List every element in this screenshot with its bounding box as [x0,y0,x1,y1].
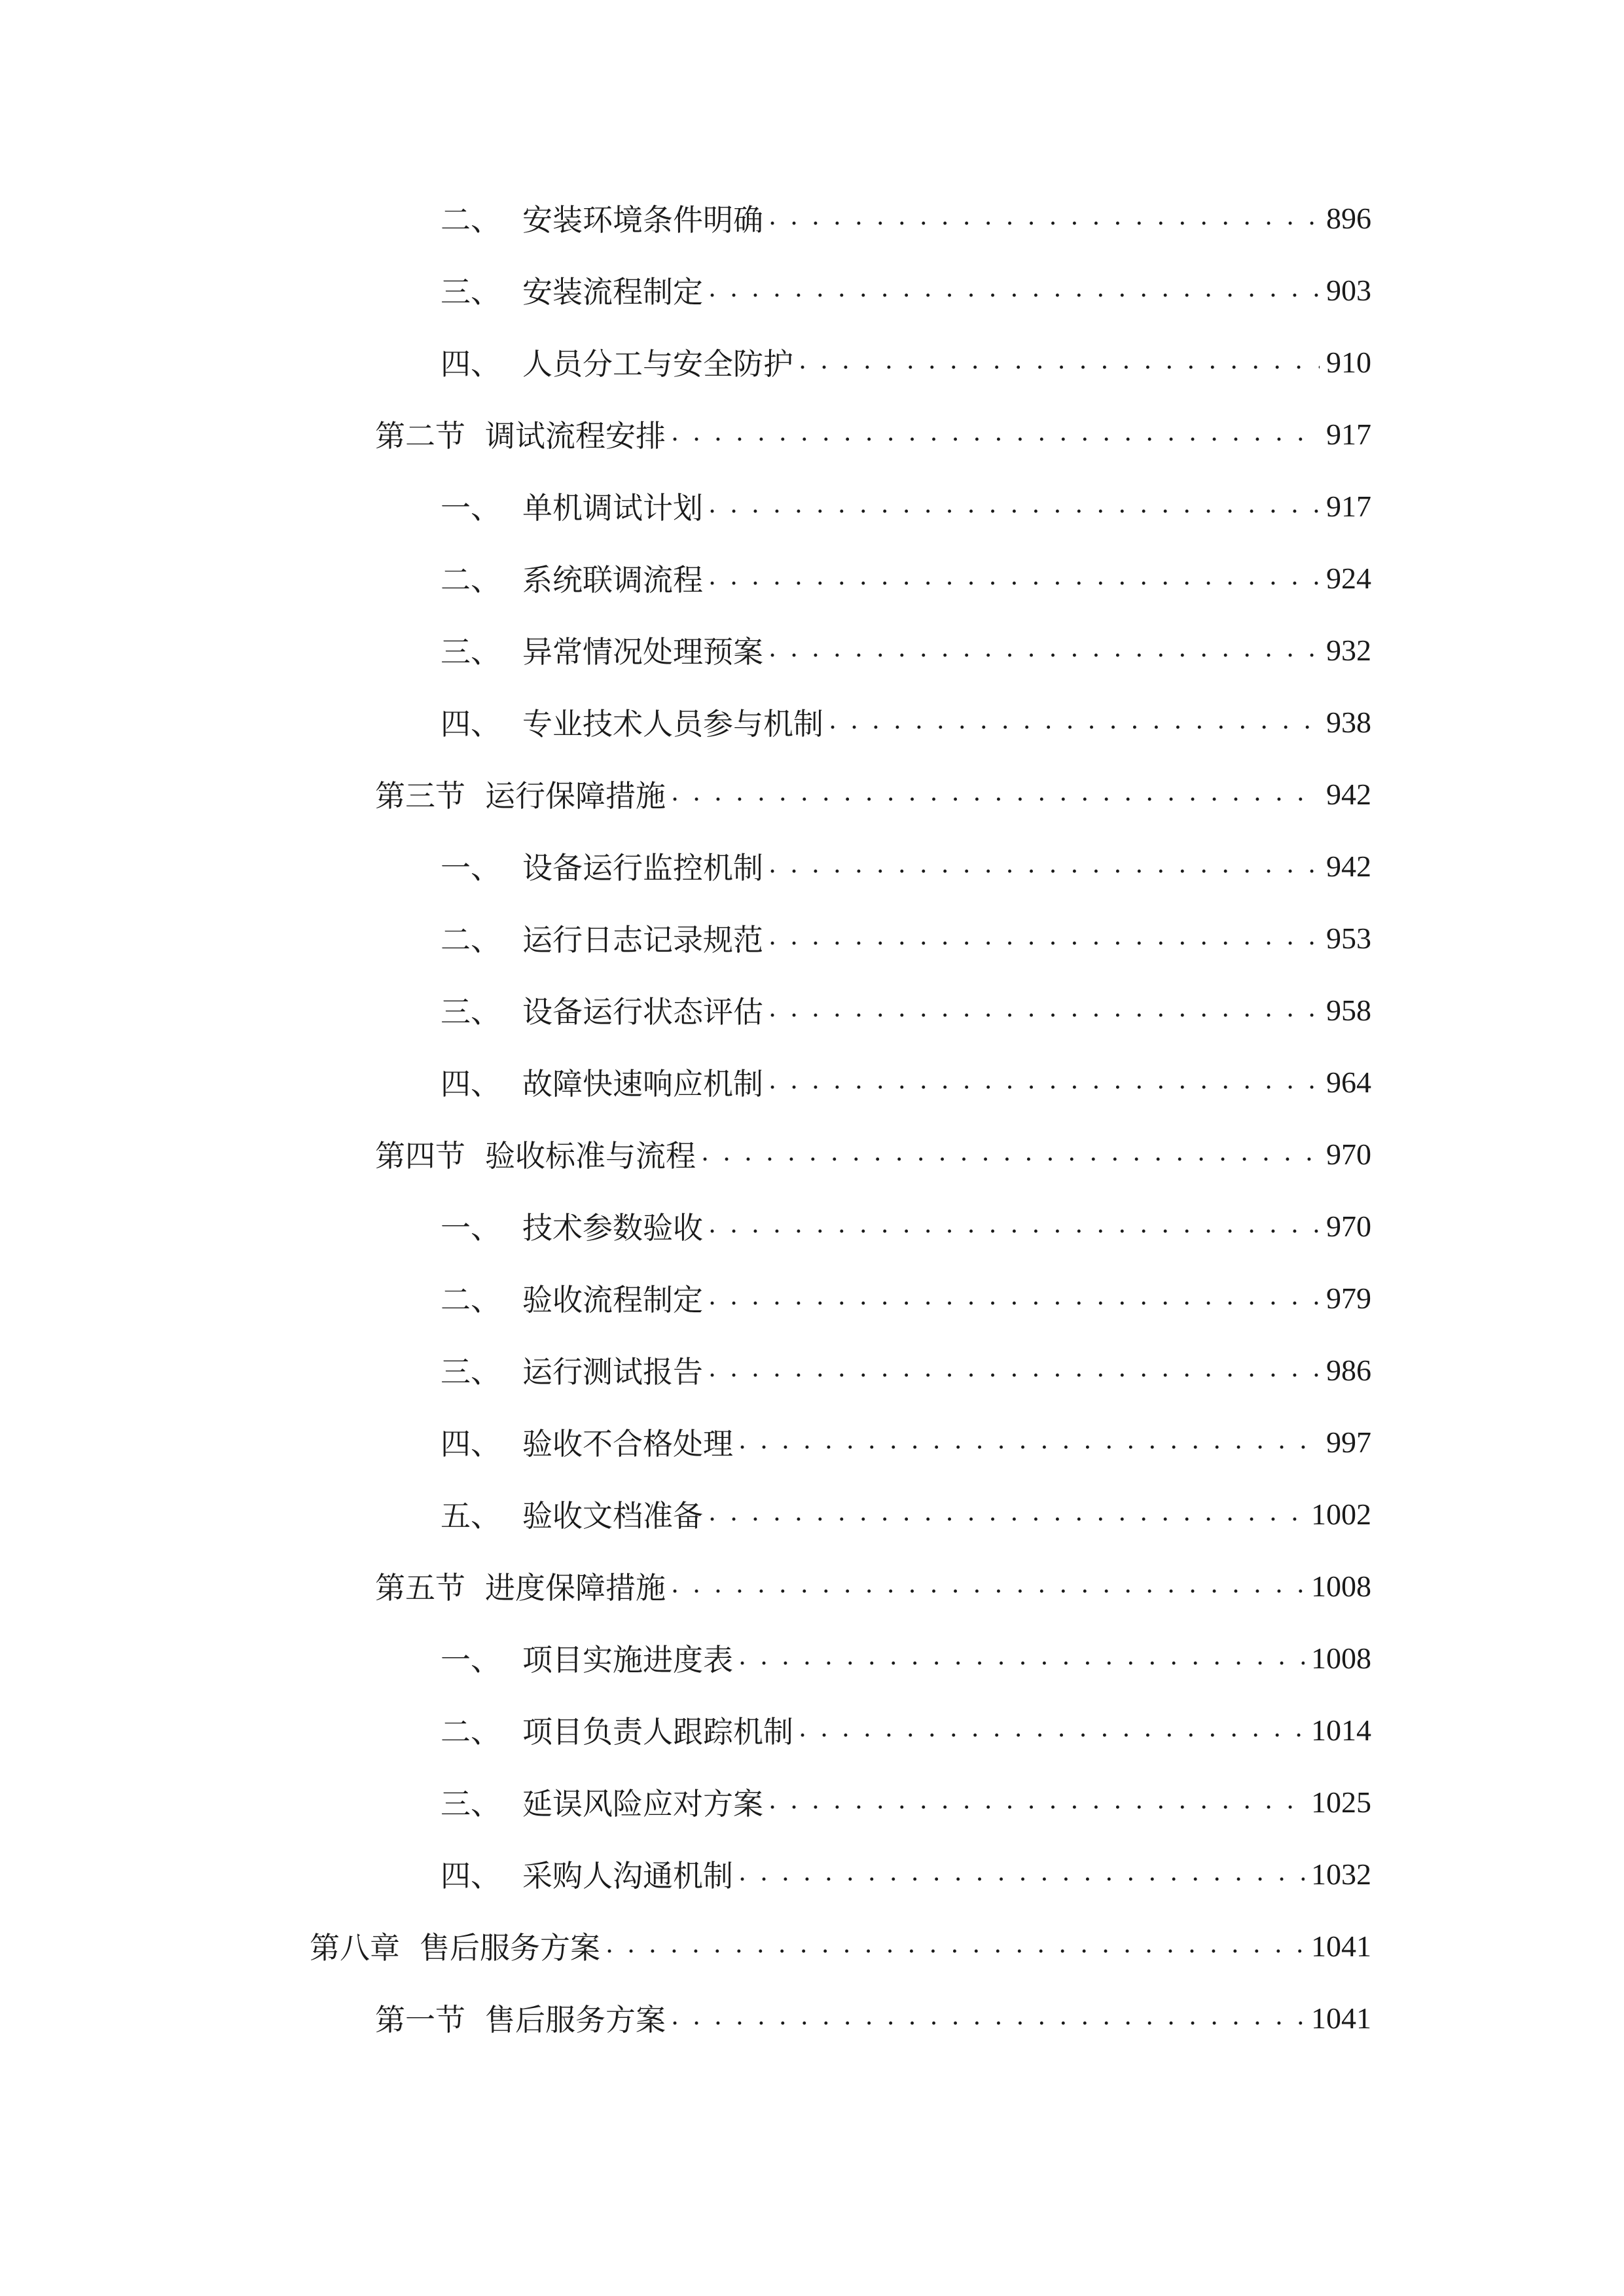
toc-entry[interactable] [441,1628,1371,1687]
toc-page-number: 917 [1326,417,1371,451]
toc-entry-number: 一、 [441,1642,501,1677]
toc-entry-label [441,844,763,888]
toc-entry-title: 延误风险应对方案 [522,1786,763,1821]
toc-entry[interactable] [441,476,1371,535]
toc-entry[interactable] [441,620,1371,679]
toc-entry[interactable] [441,1484,1371,1543]
toc-dot-leader [671,419,1320,449]
toc-entry-label [310,1924,600,1967]
toc-dot-leader [768,1787,1305,1817]
toc-entry-number: 一、 [441,490,501,526]
toc-dot-leader [738,1427,1320,1457]
toc-entry-number: 二、 [441,202,501,238]
toc-entry-number: 三、 [441,1786,501,1821]
toc-entry[interactable] [441,1052,1371,1111]
toc-entry[interactable] [441,1268,1371,1327]
toc-page-number: 938 [1326,705,1371,739]
toc-dot-leader [708,1211,1320,1241]
toc-entry-label [441,1852,733,1895]
toc-entry-title: 设备运行监控机制 [522,850,763,886]
toc-dot-leader [708,1499,1305,1529]
toc-page-number: 1014 [1311,1713,1371,1747]
toc-entry[interactable] [375,404,1371,463]
toc-page-number: 932 [1326,633,1371,667]
toc-dot-leader [671,779,1320,809]
toc-entry-label [441,196,763,240]
toc-entry-number: 二、 [441,1714,501,1749]
toc-entry-label [441,1204,703,1247]
toc-entry-label [441,628,763,672]
toc-page-number: 924 [1326,561,1371,595]
toc-entry-number: 五、 [441,1498,501,1534]
toc-entry[interactable] [375,1124,1371,1183]
toc-page-number: 970 [1326,1137,1371,1171]
toc-entry-title: 验收不合格处理 [522,1426,733,1462]
toc-entry[interactable] [441,692,1371,751]
toc-entry-label [441,268,703,312]
toc-entry-label [441,1636,733,1679]
toc-entry[interactable] [441,1844,1371,1903]
toc-entry-number: 第八章 [310,1930,400,1965]
toc-entry-label [441,484,703,528]
toc-entry[interactable] [375,764,1371,823]
toc-dot-leader [738,1643,1305,1673]
toc-page-number: 917 [1326,489,1371,523]
toc-entry-number: 四、 [441,706,501,742]
toc-entry-title: 系统联调流程 [522,562,703,598]
toc-page-number: 997 [1326,1425,1371,1459]
toc-entry-number: 四、 [441,346,501,382]
toc-dot-leader [768,995,1320,1025]
toc-dot-leader [708,1283,1320,1313]
toc-entry-title: 售后服务方案 [420,1930,600,1965]
toc-entry[interactable] [441,1772,1371,1831]
toc-page-number: 979 [1326,1281,1371,1315]
toc-entry[interactable] [441,836,1371,895]
toc-page-number: 942 [1326,849,1371,883]
toc-dot-leader [671,1571,1305,1601]
toc-entry[interactable] [441,260,1371,319]
toc-entry-label [375,412,666,456]
toc-dot-leader [671,2003,1305,2033]
toc-dot-leader [738,1859,1305,1889]
toc-entry[interactable] [441,332,1371,391]
toc-entry-number: 第三节 [375,778,465,814]
toc-page-number: 1032 [1311,1857,1371,1891]
toc-dot-leader [799,1715,1305,1745]
toc-entry-label [441,1420,733,1463]
toc-dot-leader [708,275,1320,305]
toc-entry-label [441,1492,703,1535]
toc-entry-label [441,1060,763,1103]
toc-dot-leader [768,851,1320,881]
toc-page-number: 1002 [1311,1497,1371,1531]
toc-entry-title: 设备运行状态评估 [522,994,763,1030]
toc-dot-leader [799,347,1320,377]
toc-entry[interactable] [441,188,1371,247]
toc-entry-title: 运行日志记录规范 [522,922,763,958]
toc-entry[interactable] [375,1556,1371,1615]
toc-entry-label [441,340,793,384]
toc-page-number: 1041 [1311,2001,1371,2035]
toc-page-number: 1008 [1311,1569,1371,1603]
toc-entry[interactable] [441,1196,1371,1255]
toc-entry-label [375,1132,696,1175]
toc-entry-title: 专业技术人员参与机制 [522,706,823,742]
toc-entry-title: 人员分工与安全防护 [522,346,793,382]
toc-page-number: 958 [1326,993,1371,1027]
toc-dot-leader [768,923,1320,953]
toc-entry-title: 项目负责人跟踪机制 [522,1714,793,1749]
toc-entry-number: 二、 [441,562,501,598]
toc-entry-number: 第二节 [375,418,465,454]
toc-entry-title: 异常情况处理预案 [522,634,763,670]
toc-page-number: 896 [1326,201,1371,235]
toc-page-number: 964 [1326,1065,1371,1099]
toc-entry-label [441,1276,703,1319]
toc-entry-number: 三、 [441,1354,501,1390]
toc-page-number: 903 [1326,273,1371,307]
toc-entry-title: 故障快速响应机制 [522,1066,763,1102]
toc-entry-label [441,916,763,960]
toc-entry-title: 运行测试报告 [522,1354,703,1390]
toc-entry[interactable] [441,980,1371,1039]
toc-page-number: 942 [1326,777,1371,811]
toc-entry[interactable] [441,1700,1371,1759]
toc-entry-label [441,1348,703,1391]
toc-dot-leader [708,1355,1320,1385]
toc-dot-leader [768,1067,1320,1097]
toc-entry-number: 四、 [441,1858,501,1893]
toc-page-number: 953 [1326,921,1371,955]
toc-entry-number: 第五节 [375,1570,465,1605]
toc-entry-title: 安装流程制定 [522,274,703,310]
toc-entry-title: 售后服务方案 [485,2002,666,2037]
toc-entry-number: 第四节 [375,1138,465,1174]
toc-entry-label [375,1564,666,1607]
toc-entry[interactable] [441,908,1371,967]
toc-entry-title: 单机调试计划 [522,490,703,526]
toc-entry-number: 三、 [441,634,501,670]
toc-entry-title: 采购人沟通机制 [522,1858,733,1893]
toc-dot-leader [605,1931,1305,1961]
toc-dot-leader [708,491,1320,521]
toc-page-number: 986 [1326,1353,1371,1387]
toc-entry-number: 四、 [441,1066,501,1102]
toc-entry-label [441,700,823,744]
toc-entry-title: 技术参数验收 [522,1210,703,1246]
toc-entry[interactable] [441,1340,1371,1399]
toc-entry-title: 验收标准与流程 [485,1138,696,1174]
toc-entry-number: 二、 [441,1282,501,1318]
toc-entry-label [441,1708,793,1751]
toc-entry-title: 调试流程安排 [485,418,666,454]
toc-dot-leader [768,203,1320,233]
toc-entry-label [375,1996,666,2039]
toc-entry-number: 第一节 [375,2002,465,2037]
toc-entry-title: 运行保障措施 [485,778,666,814]
toc-entry-number: 一、 [441,1210,501,1246]
toc-entry-label [441,988,763,1031]
toc-entry-title: 验收文档准备 [522,1498,703,1534]
toc-entry-label [441,556,703,600]
toc-dot-leader [768,635,1320,665]
toc-entry-title: 进度保障措施 [485,1570,666,1605]
toc-page-number: 1041 [1311,1929,1371,1963]
toc-entry[interactable] [375,1988,1371,2047]
toc-entry-number: 三、 [441,274,501,310]
toc-entry-title: 安装环境条件明确 [522,202,763,238]
toc-entry-number: 四、 [441,1426,501,1462]
toc-dot-leader [829,707,1320,737]
toc-entry-title: 项目实施进度表 [522,1642,733,1677]
toc-entry-number: 三、 [441,994,501,1030]
toc-entry-label [375,772,666,816]
toc-entry-number: 二、 [441,922,501,958]
toc-entry[interactable] [441,1412,1371,1471]
toc-page-number: 970 [1326,1209,1371,1243]
toc-entry[interactable] [441,548,1371,607]
toc-dot-leader [701,1139,1320,1169]
toc-entry-number: 一、 [441,850,501,886]
toc-entry[interactable] [310,1916,1371,1975]
toc-entry-label [441,1780,763,1823]
toc-page-number: 1025 [1311,1785,1371,1819]
toc-entry-title: 验收流程制定 [522,1282,703,1318]
toc-page-number: 910 [1326,345,1371,379]
toc-dot-leader [708,563,1320,593]
toc-page-number: 1008 [1311,1641,1371,1675]
